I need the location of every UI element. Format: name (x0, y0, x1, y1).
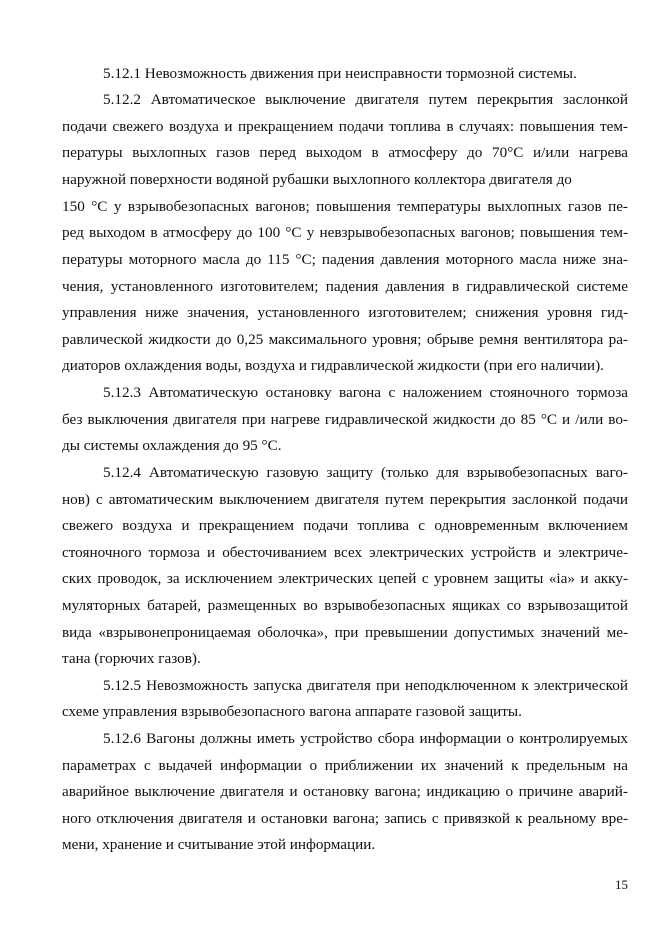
para-5-12-3-line-2: без выключения двигателя при нагреве гидравлической жидкости до 85 °С и /или во- (62, 411, 628, 428)
para-5-12-1-line-1: 5.12.1 Невозможность движения при неисправности тормозной системы. (103, 65, 577, 82)
para-5-12-2-line-7: пературы моторного масла до 115 °С; падения давления моторного масла ниже зна- (62, 251, 628, 268)
para-5-12-6-line-4: ного отключения двигателя и остановки вагона; запись с привязкой к реальному вре- (62, 810, 628, 827)
para-5-12-2-line-5: 150 °С у взрывобезопасных вагонов; повышения температуры выхлопных газов пе- (62, 198, 628, 215)
para-5-12-4-line-6: муляторных батарей, размещенных во взрывобезопасных ящиках со взрывозащитой (62, 597, 628, 614)
para-5-12-4-line-3: свежего воздуха и прекращением подачи топлива с одновременным включением (62, 517, 628, 534)
para-5-12-2-line-2: подачи свежего воздуха и прекращением подачи топлива в случаях: повышения тем- (62, 118, 628, 135)
para-5-12-3-line-3: ды системы охлаждения до 95 °С. (62, 437, 282, 454)
para-5-12-4-line-4: стояночного тормоза и обесточиванием всех электрических устройств и электриче- (62, 544, 628, 561)
para-5-12-2-line-1: 5.12.2 Автоматическое выключение двигателя путем перекрытия заслонкой (103, 91, 628, 108)
para-5-12-6-line-5: мени, хранение и считывание этой информации. (62, 836, 376, 853)
para-5-12-2-line-8: чения, установленного изготовителем; падения давления в гидравлической системе (62, 278, 628, 295)
para-5-12-3-line-1: 5.12.3 Автоматическую остановку вагона с наложением стояночного тормоза (103, 384, 628, 401)
para-5-12-2-line-6: ред выходом в атмосферу до 100 °С у невзрывобезопасных вагонов; повышения тем- (62, 224, 628, 241)
page-number: 15 (615, 877, 628, 892)
para-5-12-6-line-2: параметрах с выдачей информации о приближении их значений к предельным на (62, 757, 628, 774)
para-5-12-2-line-4: наружной поверхности водяной рубашки выхлопного коллектора двигателя до (62, 171, 572, 188)
para-5-12-4-line-5: ских проводок, за исключением электрических цепей с уровнем защиты «ia» и акку- (62, 570, 628, 587)
para-5-12-6-line-3: аварийное выключение двигателя и остановку вагона; индикацию о причине аварий- (62, 783, 628, 800)
para-5-12-6-line-1: 5.12.6 Вагоны должны иметь устройство сбора информации о контролируемых (103, 730, 628, 747)
para-5-12-4-line-1: 5.12.4 Автоматическую газовую защиту (только для взрывобезопасных ваго- (103, 464, 628, 481)
para-5-12-5-line-1: 5.12.5 Невозможность запуска двигателя при неподключенном к электрической (103, 677, 628, 694)
para-5-12-2-line-9: управления ниже значения, установленного изготовителем; снижения уровня гид- (62, 304, 628, 321)
para-5-12-2-line-3: пературы выхлопных газов перед выходом в атмосферу до 70°С и/или нагрева (62, 144, 628, 161)
para-5-12-4-line-2: нов) с автоматическим выключением двигателя путем перекрытия заслонкой подачи (62, 491, 628, 508)
para-5-12-4-line-8: тана (горючих газов). (62, 650, 201, 667)
para-5-12-2-line-11: диаторов охлаждения воды, воздуха и гидравлической жидкости (при его наличии). (62, 357, 604, 374)
para-5-12-2-line-10: равлической жидкости до 0,25 максимального уровня; обрыве ремня вентилятора ра- (62, 331, 628, 348)
para-5-12-4-line-7: вида «взрывонепроницаемая оболочка», при превышении допустимых значений ме- (62, 624, 628, 641)
para-5-12-5-line-2: схеме управления взрывобезопасного вагона аппарате газовой защиты. (62, 703, 522, 720)
